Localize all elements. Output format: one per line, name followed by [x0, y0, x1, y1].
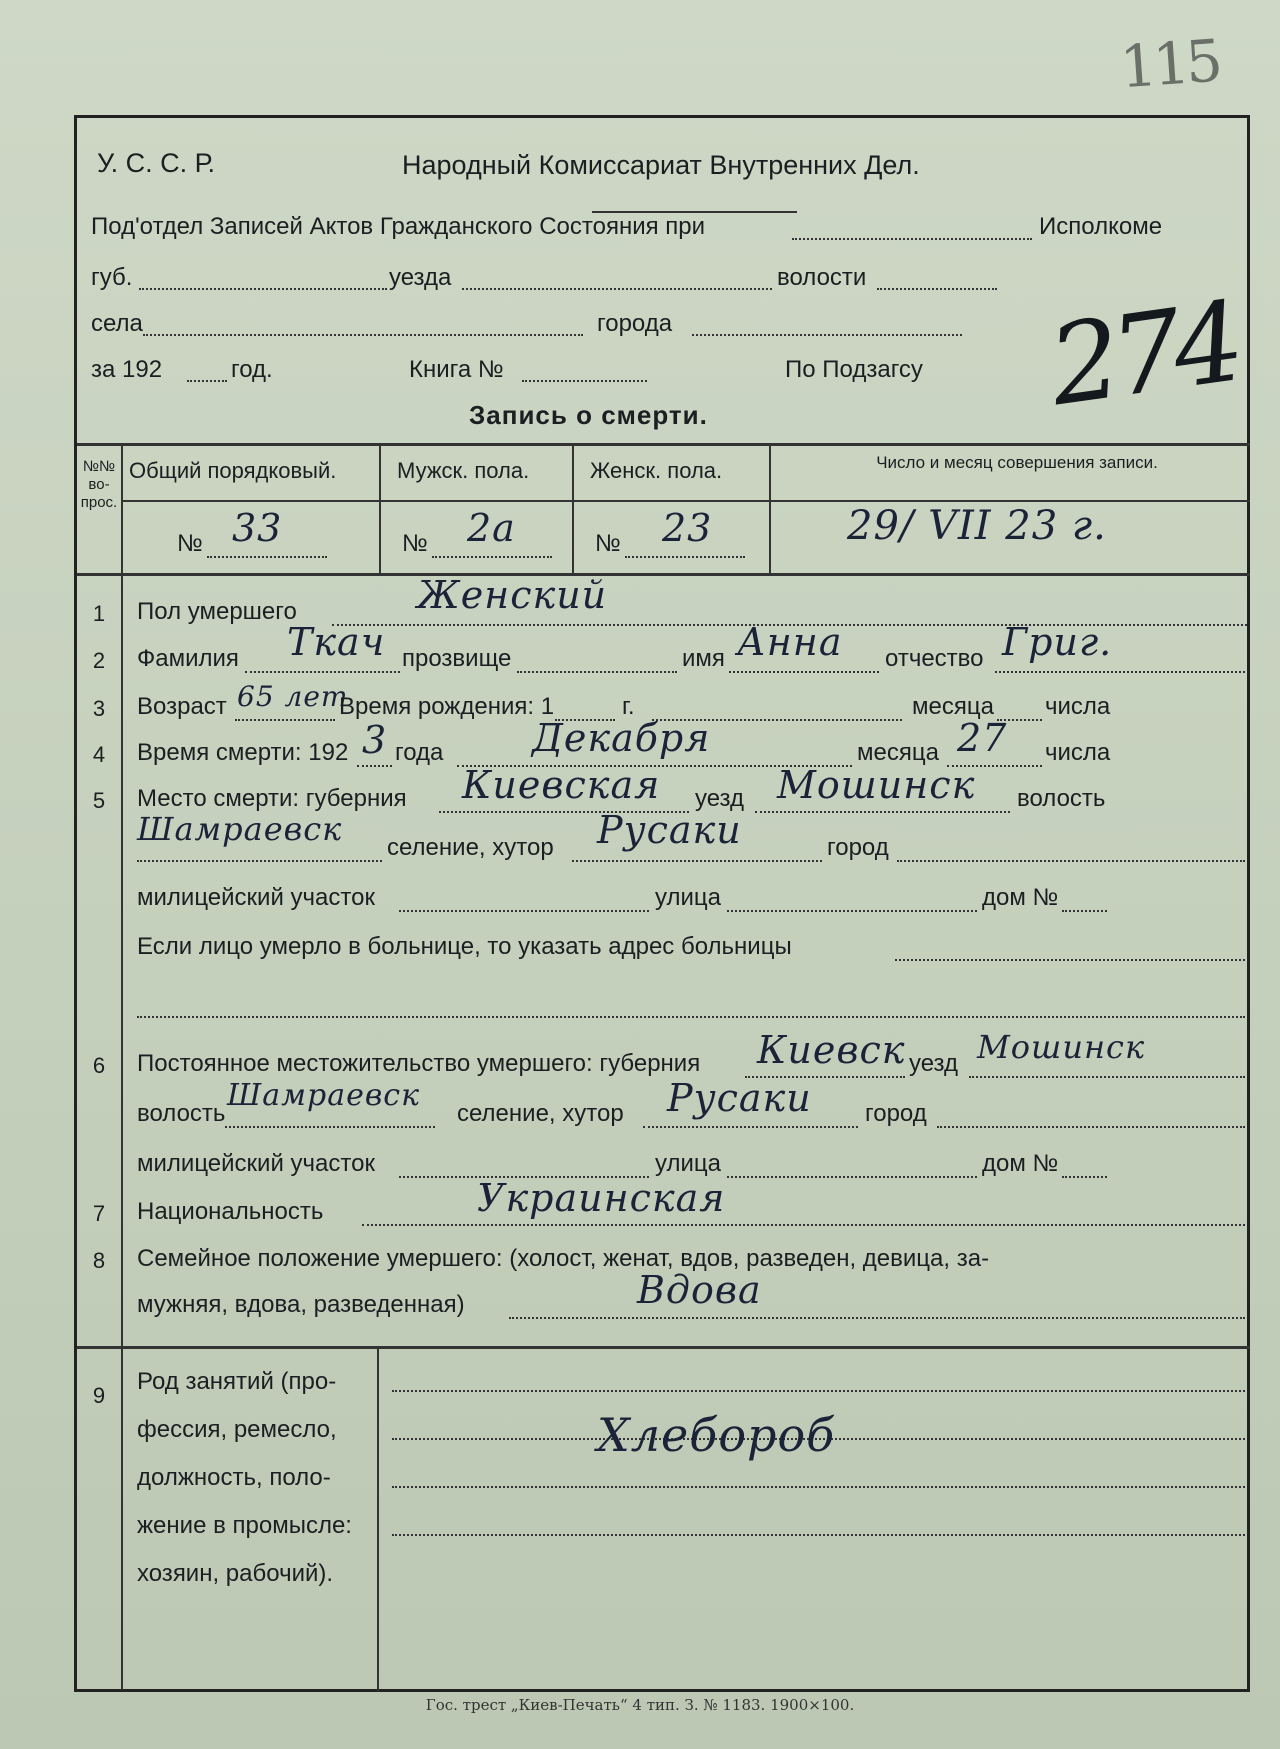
death-year-value: 3 — [362, 718, 388, 762]
za192-label: за 192 — [91, 356, 163, 383]
res-dom-blank — [1062, 1176, 1107, 1178]
female-no-blank — [625, 556, 745, 558]
row-9-top-rule — [77, 1346, 1250, 1349]
occupation-blank-4 — [392, 1534, 1245, 1536]
male-header: Мужск. пола. — [397, 458, 530, 483]
row-6-number: 6 — [92, 1053, 106, 1078]
row-7-number: 7 — [92, 1201, 106, 1226]
familiya-blank — [245, 671, 400, 673]
imya-label: имя — [682, 645, 725, 672]
familiya-label: Фамилия — [137, 645, 239, 672]
row-1-number: 1 — [92, 601, 106, 626]
res-volost-blank — [225, 1126, 435, 1128]
nationality-value: Украинская — [477, 1176, 726, 1220]
header-mid-rule — [121, 500, 1250, 502]
col-divider-2 — [572, 443, 574, 573]
occupation-label-2: фессия, ремесло, — [137, 1416, 337, 1443]
kniga-label: Книга № — [409, 356, 504, 383]
death-selenie-label: селение, хутор — [387, 834, 554, 861]
col-divider-3 — [769, 443, 771, 573]
female-value: 23 — [662, 506, 713, 550]
female-no-label: № — [595, 530, 621, 557]
col-divider-1 — [379, 443, 381, 573]
death-uezd-value: Мошинск — [777, 763, 976, 807]
death-militia-blank — [399, 910, 649, 912]
prozvische-blank — [517, 671, 677, 673]
podzags-label: По Подзагсу — [785, 356, 923, 383]
res-volost-value: Шамраевск — [227, 1078, 421, 1113]
qnum-header: №№ во- прос. — [80, 458, 118, 511]
uezda-label: уезда — [389, 264, 452, 291]
res-uezd-blank — [969, 1076, 1245, 1078]
prozvische-label: прозвище — [402, 645, 512, 672]
otchestvo-blank — [995, 671, 1245, 673]
death-volost-blank — [137, 860, 382, 862]
death-gorod-label: город — [827, 834, 889, 861]
death-place-label: Место смерти: губерния — [137, 785, 407, 812]
res-volost-label: волость — [137, 1100, 226, 1127]
marital-label-2: мужняя, вдова, разведенная) — [137, 1291, 465, 1318]
res-selenie-value: Русаки — [667, 1076, 812, 1120]
registration-number: 274 — [1041, 277, 1244, 431]
goroda-label: города — [597, 310, 673, 337]
birth-month-label: месяца — [912, 693, 994, 720]
row-9-divider — [377, 1346, 379, 1691]
date-record-header: Число и месяц совершения записи. — [876, 453, 1158, 472]
familiya-value: Ткач — [287, 620, 386, 664]
birth-day-label: числа — [1045, 693, 1111, 720]
death-gorod-blank — [897, 860, 1245, 862]
volosti-label: волости — [777, 264, 867, 291]
occupation-label-4: жение в промысле: — [137, 1512, 352, 1539]
res-uezd-label: уезд — [909, 1050, 959, 1077]
res-militia-label: милицейский участок — [137, 1150, 375, 1177]
death-ulitsa-label: улица — [655, 884, 721, 911]
vozrast-label: Возраст — [137, 693, 227, 720]
total-header: Общий порядковый. — [129, 458, 337, 483]
death-day-label: числа — [1045, 739, 1111, 766]
death-gub-value: Киевская — [462, 763, 661, 807]
sela-label: села — [91, 310, 143, 337]
executive-blank — [792, 238, 1032, 240]
table-top-rule — [77, 443, 1250, 446]
total-no-label: № — [177, 530, 203, 557]
death-day-value: 27 — [957, 716, 1008, 760]
birth-label: Время рождения: 1 — [339, 693, 555, 720]
hospital-blank-2 — [137, 1016, 1245, 1018]
occupation-value: Хлебороб — [597, 1408, 836, 1462]
occupation-label-1: Род занятий (про- — [137, 1368, 337, 1395]
date-value: 29/ VII 23 г. — [847, 503, 1107, 549]
executive-label: Исполкоме — [1039, 213, 1163, 240]
res-dom-label: дом № — [982, 1150, 1059, 1177]
death-month-value: Декабря — [532, 716, 711, 760]
row-5-number: 5 — [92, 788, 106, 813]
male-value: 2а — [467, 506, 516, 550]
res-gub-value: Киевск — [757, 1028, 906, 1072]
page-number: 115 — [1117, 26, 1221, 102]
death-uezd-blank — [755, 811, 1010, 813]
volosti-blank — [877, 288, 997, 290]
table-header-bottom — [77, 573, 1250, 576]
sex-value: Женский — [417, 573, 608, 617]
qnum-column-line — [121, 443, 123, 1690]
row-3-number: 3 — [92, 696, 106, 721]
nationality-label: Национальность — [137, 1198, 324, 1225]
occupation-label-3: должность, поло- — [137, 1464, 331, 1491]
occupation-blank-1 — [392, 1390, 1245, 1392]
death-militia-label: милицейский участок — [137, 884, 375, 911]
vozrast-blank — [235, 719, 335, 721]
row-9-number: 9 — [92, 1383, 106, 1408]
printer-footer: Гос. трест „Киев-Печать“ 4 тип. З. № 1183. 1900×100. — [425, 1696, 855, 1714]
occupation-label-5: хозяин, рабочий). — [137, 1560, 334, 1587]
nationality-blank — [362, 1224, 1245, 1226]
commissariat-title: Народный Комиссариат Внутренних Дел. — [402, 150, 920, 180]
hospital-blank — [895, 959, 1245, 961]
god-label: год. — [231, 356, 273, 383]
gub-label: губ. — [91, 264, 133, 291]
birth-g-label: г. — [622, 693, 635, 720]
occupation-blank-3 — [392, 1486, 1245, 1488]
hospital-label: Если лицо умерло в больнице, то указать адрес больницы — [137, 933, 792, 960]
res-gorod-blank — [937, 1126, 1245, 1128]
row-2-number: 2 — [92, 648, 106, 673]
male-no-label: № — [402, 530, 428, 557]
female-header: Женск. пола. — [590, 458, 723, 483]
death-selenie-value: Русаки — [597, 808, 742, 852]
death-year-blank — [357, 765, 392, 767]
row-4-number: 4 — [92, 742, 106, 767]
uezda-blank — [462, 288, 772, 290]
kniga-blank — [522, 380, 647, 382]
marital-label-1: Семейное положение умершего: (холост, женат, вдов, разведен, девица, за- — [137, 1245, 990, 1272]
male-no-blank — [432, 556, 552, 558]
sela-blank — [143, 334, 583, 336]
death-dom-label: дом № — [982, 884, 1059, 911]
death-goda-label: года — [395, 739, 444, 766]
total-no-blank — [207, 556, 327, 558]
res-ulitsa-label: улица — [655, 1150, 721, 1177]
otchestvo-value: Григ. — [1002, 620, 1113, 664]
residence-label: Постоянное местожительство умершего: губерния — [137, 1050, 701, 1077]
death-time-label: Время смерти: 192 — [137, 739, 349, 766]
row-8-number: 8 — [92, 1248, 106, 1273]
res-gorod-label: город — [865, 1100, 927, 1127]
total-value: 33 — [232, 506, 283, 550]
subdept-label: Под'отдел Записей Актов Гражданского Состояния при — [91, 213, 706, 240]
vozrast-value: 65 лет — [237, 680, 349, 713]
death-month-label: месяца — [857, 739, 939, 766]
ussr-label: У. С. С. Р. — [97, 148, 215, 178]
sex-label: Пол умершего — [137, 598, 297, 625]
death-dom-blank — [1062, 910, 1107, 912]
year-blank — [187, 380, 227, 382]
death-volost-value: Шамраевск — [137, 810, 343, 848]
res-selenie-blank — [643, 1126, 858, 1128]
goroda-blank — [692, 334, 962, 336]
otchestvo-label: отчество — [885, 645, 984, 672]
death-volost-label: волость — [1017, 785, 1106, 812]
marital-value: Вдова — [637, 1268, 762, 1312]
death-ulitsa-blank — [727, 910, 977, 912]
imya-blank — [729, 671, 879, 673]
record-title: Запись о смерти. — [469, 400, 708, 430]
death-selenie-blank — [572, 860, 822, 862]
marital-blank — [509, 1317, 1245, 1319]
death-uezd-label: уезд — [695, 785, 745, 812]
gub-blank — [139, 288, 387, 290]
res-selenie-label: селение, хутор — [457, 1100, 624, 1127]
res-uezd-value: Мошинск — [977, 1028, 1146, 1066]
res-ulitsa-blank — [727, 1176, 977, 1178]
imya-value: Анна — [737, 620, 843, 664]
